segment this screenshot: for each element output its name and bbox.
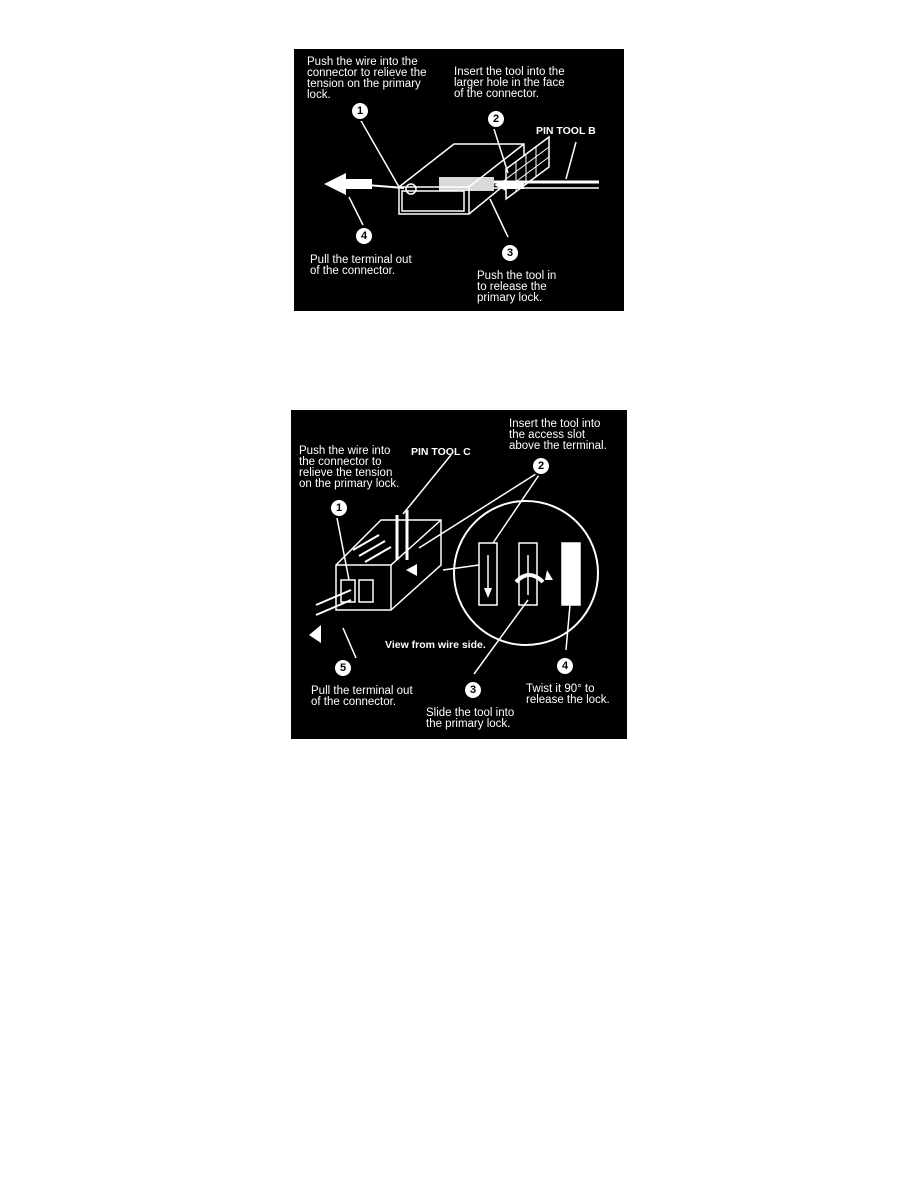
step-2-caption: Insert the tool into the larger hole in the face of the connector. bbox=[454, 66, 565, 100]
pin-tool-c-diagram bbox=[291, 410, 627, 739]
step-4-caption: Twist it 90° to release the lock. bbox=[526, 683, 610, 706]
callout-4: 4 bbox=[354, 226, 374, 246]
step-1-caption: Push the wire into the connector to relieve the tension on the primary lock. bbox=[299, 445, 400, 490]
step-3-caption: Slide the tool into the primary lock. bbox=[426, 707, 515, 730]
step-3-caption: Push the tool in to release the primary lock. bbox=[477, 270, 557, 304]
step-4-caption: Pull the terminal out of the connector. bbox=[310, 254, 412, 277]
callout-1: 1 bbox=[329, 498, 349, 518]
pin-tool-b-diagram bbox=[294, 49, 624, 311]
callout-4: 4 bbox=[555, 656, 575, 676]
step-2-caption: Insert the tool into the access slot above the terminal. bbox=[509, 418, 607, 452]
pin-tool-c-label: PIN TOOL C bbox=[411, 446, 471, 458]
view-from-wire-side-label: View from wire side. bbox=[385, 639, 486, 651]
pin-tool-b-label: PIN TOOL B bbox=[536, 125, 596, 137]
callout-2: 2 bbox=[486, 109, 506, 129]
callout-1: 1 bbox=[350, 101, 370, 121]
step-5-caption: Pull the terminal out of the connector. bbox=[311, 685, 413, 708]
callout-2: 2 bbox=[531, 456, 551, 476]
step-1-caption: Push the wire into the connector to relieve the tension on the primary lock. bbox=[307, 56, 427, 101]
callout-3: 3 bbox=[500, 243, 520, 263]
callout-5: 5 bbox=[333, 658, 353, 678]
callout-3: 3 bbox=[463, 680, 483, 700]
